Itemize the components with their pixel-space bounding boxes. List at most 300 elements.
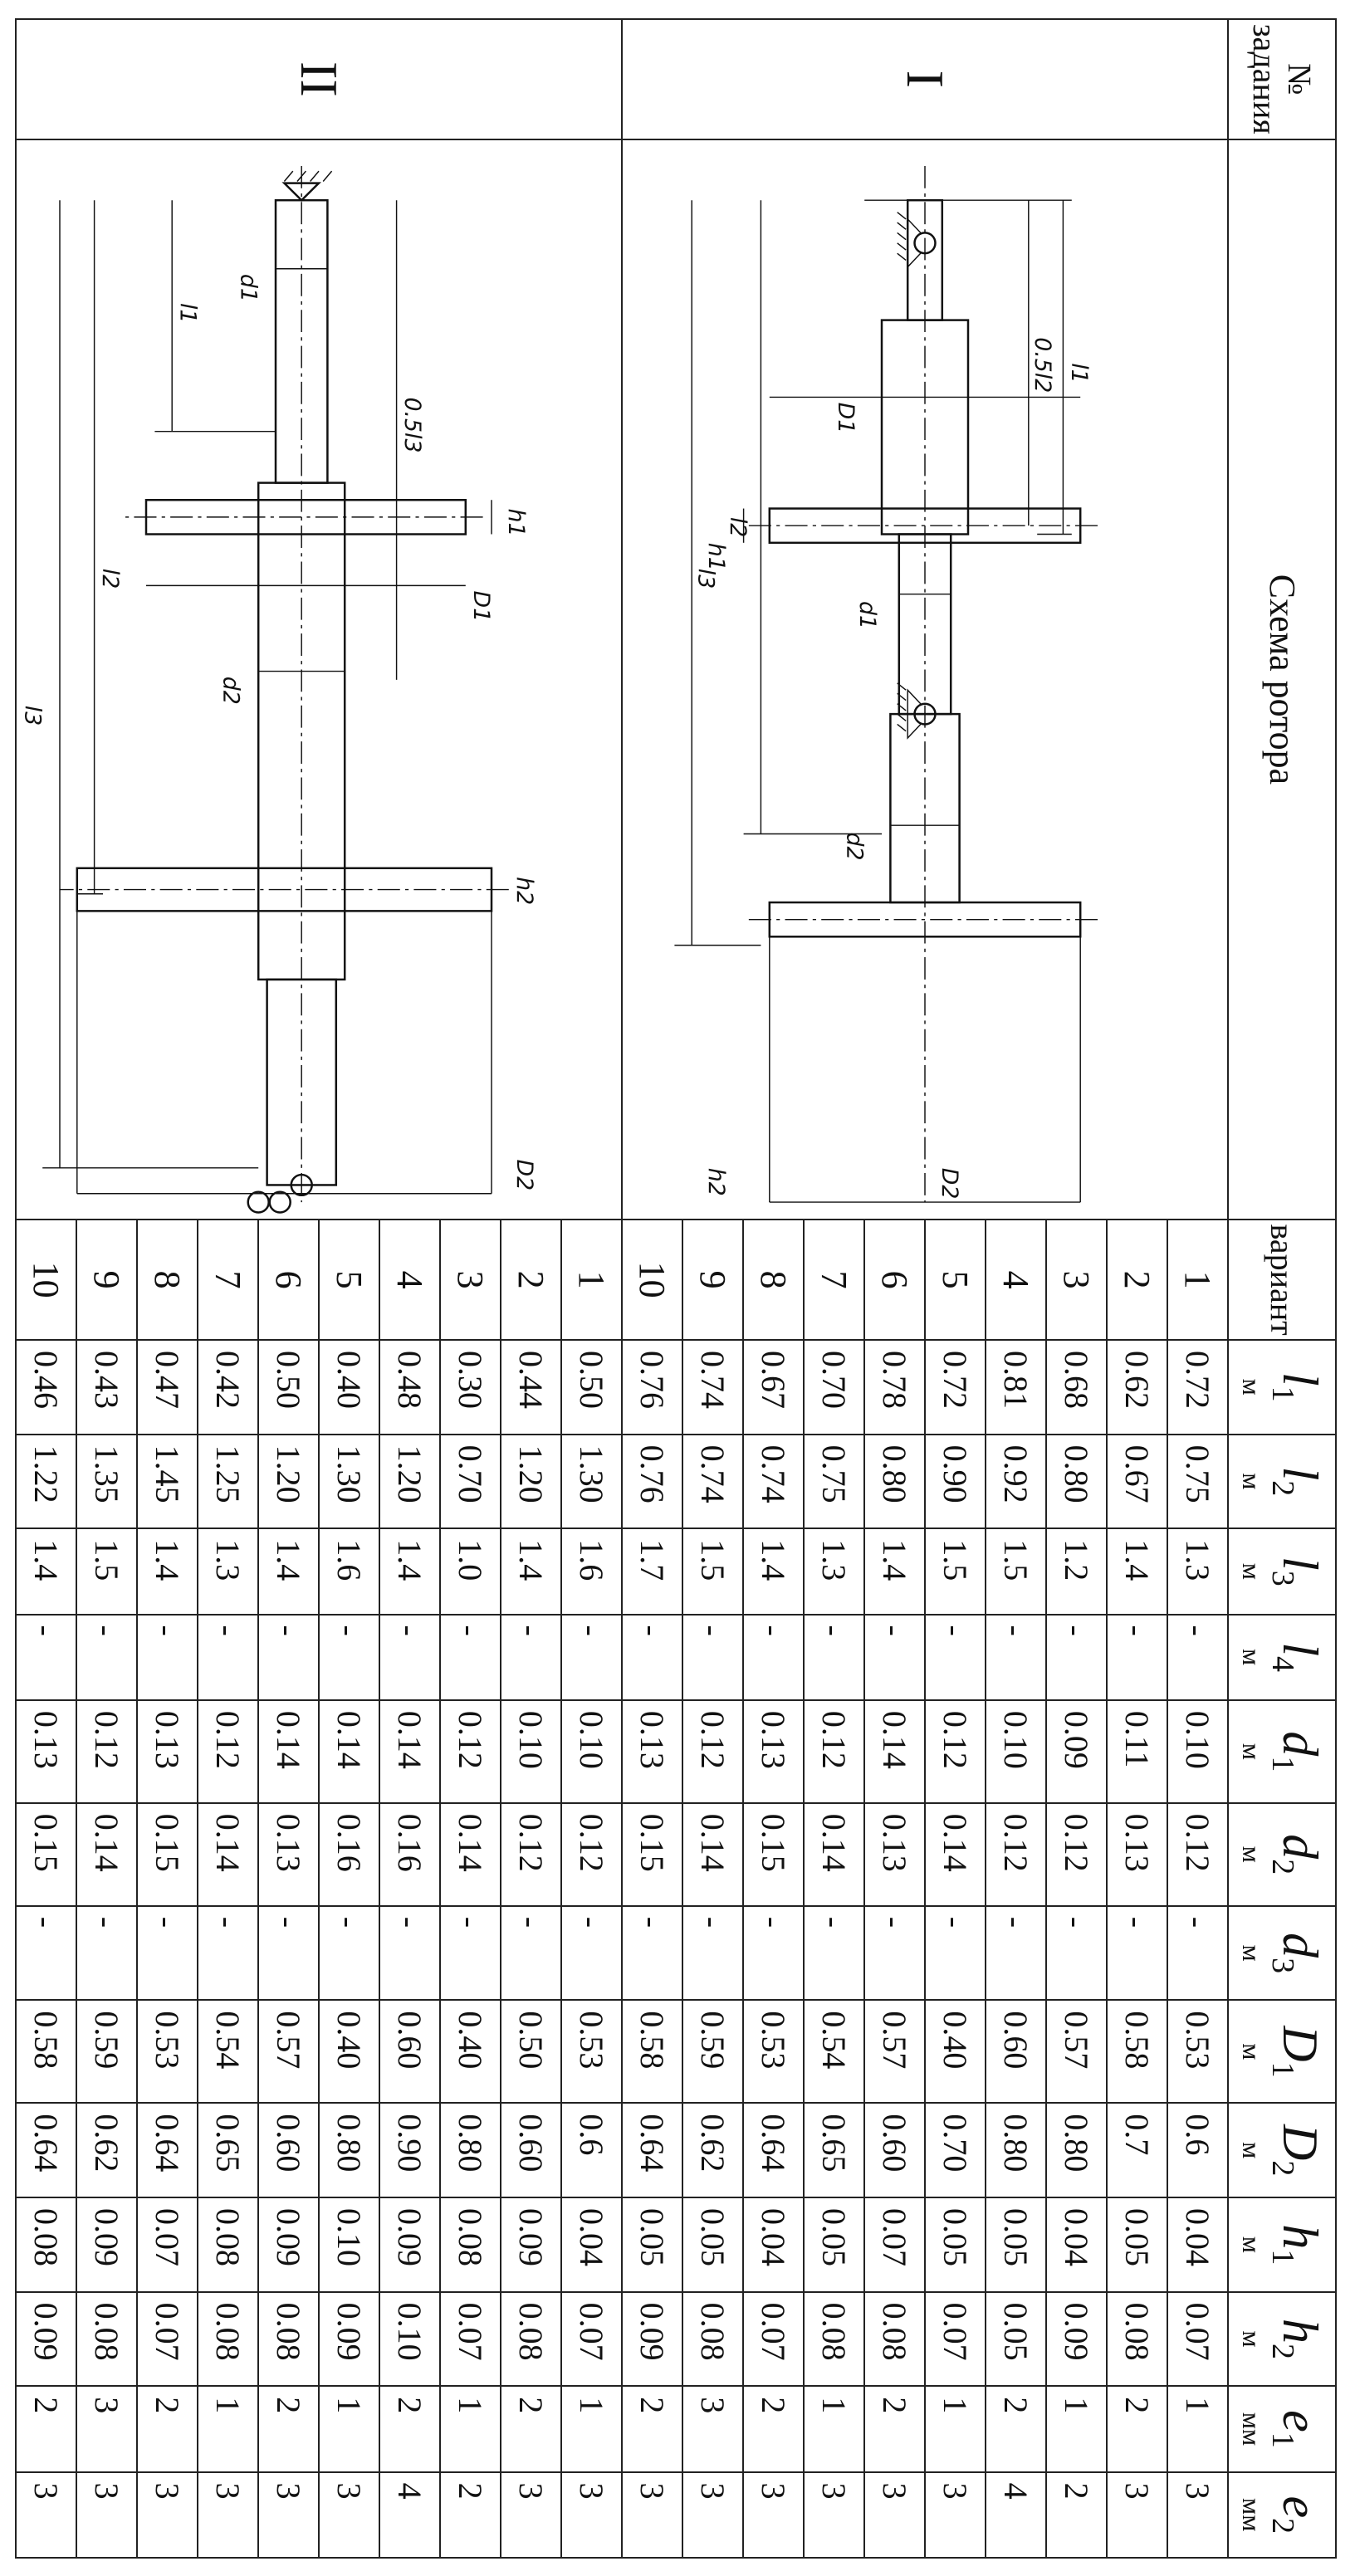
rotor-variants-table: [15, 18, 1337, 2559]
value-cell: -: [319, 1906, 379, 2001]
value-cell: 1: [198, 2386, 258, 2471]
value-cell: 1.3: [804, 1528, 864, 1614]
dim-label: d2: [841, 832, 868, 861]
value-cell: 0.50: [561, 1340, 622, 1435]
dim-label: D1: [832, 402, 859, 433]
value-cell: -: [925, 1906, 986, 2001]
value-cell: -: [925, 1615, 986, 1700]
value-cell: 1: [804, 2386, 864, 2471]
value-cell: 3: [198, 2472, 258, 2558]
value-cell: 0.13: [622, 1700, 682, 1803]
value-cell: 0.62: [1107, 1340, 1167, 1435]
value-cell: -: [1107, 1906, 1167, 2001]
value-cell: 0.60: [258, 2103, 319, 2197]
value-cell: 0.75: [1167, 1435, 1228, 1529]
value-cell: 0.80: [1046, 1435, 1107, 1529]
value-cell: -: [1046, 1615, 1107, 1700]
value-cell: 0.15: [16, 1803, 76, 1906]
value-cell: 0.09: [379, 2197, 440, 2292]
value-cell: -: [379, 1615, 440, 1700]
value-cell: -: [561, 1615, 622, 1700]
value-cell: 0.43: [76, 1340, 137, 1435]
value-cell: 0.09: [1046, 2292, 1107, 2387]
value-cell: 1.0: [440, 1528, 501, 1614]
value-cell: 0.14: [682, 1803, 743, 1906]
value-cell: 0.90: [925, 1435, 986, 1529]
value-cell: 1.6: [319, 1528, 379, 1614]
value-cell: 0.76: [622, 1435, 682, 1529]
column-header: $e_2$ мм: [1228, 2472, 1336, 2558]
value-cell: 0.62: [682, 2103, 743, 2197]
value-cell: -: [198, 1906, 258, 2001]
column-header: $h_1$ м: [1228, 2197, 1336, 2292]
value-cell: 0.10: [1167, 1700, 1228, 1803]
value-cell: -: [743, 1615, 804, 1700]
dim-label: D2: [511, 1159, 538, 1190]
variant-cell: 4: [379, 1220, 440, 1340]
value-cell: 0.72: [1167, 1340, 1228, 1435]
value-cell: -: [1107, 1615, 1167, 1700]
rotor-scheme-I: [623, 140, 1227, 1220]
value-cell: 0.58: [16, 2000, 76, 2103]
value-cell: 0.13: [864, 1803, 925, 1906]
value-cell: 0.08: [76, 2292, 137, 2387]
variant-cell: 6: [864, 1220, 925, 1340]
value-cell: -: [76, 1615, 137, 1700]
value-cell: -: [137, 1615, 198, 1700]
value-cell: 0.64: [16, 2103, 76, 2197]
rotor-scheme-II: [17, 140, 621, 1220]
value-cell: 3: [682, 2472, 743, 2558]
value-cell: -: [379, 1906, 440, 2001]
variant-cell: 10: [16, 1220, 76, 1340]
value-cell: 0.16: [319, 1803, 379, 1906]
value-cell: 0.14: [258, 1700, 319, 1803]
value-cell: 0.78: [864, 1340, 925, 1435]
value-cell: 0.09: [1046, 1700, 1107, 1803]
value-cell: 3: [1167, 2472, 1228, 2558]
value-cell: 1.6: [561, 1528, 622, 1614]
value-cell: -: [1167, 1906, 1228, 2001]
column-header: $h_2$ м: [1228, 2292, 1336, 2387]
value-cell: 0.12: [440, 1700, 501, 1803]
value-cell: 2: [16, 2386, 76, 2471]
value-cell: 0.80: [986, 2103, 1046, 2197]
dim-label: h2: [511, 876, 538, 905]
value-cell: 0.14: [804, 1803, 864, 1906]
value-cell: 3: [864, 2472, 925, 2558]
value-cell: 0.16: [379, 1803, 440, 1906]
value-cell: -: [198, 1615, 258, 1700]
value-cell: 0.76: [622, 1340, 682, 1435]
value-cell: 0.40: [319, 1340, 379, 1435]
value-cell: 0.15: [622, 1803, 682, 1906]
value-cell: 3: [16, 2472, 76, 2558]
value-cell: -: [622, 1615, 682, 1700]
dim-label: l3: [19, 705, 46, 726]
value-cell: 0.08: [804, 2292, 864, 2387]
value-cell: 0.12: [986, 1803, 1046, 1906]
value-cell: -: [258, 1906, 319, 2001]
value-cell: 3: [258, 2472, 319, 2558]
value-cell: 2: [501, 2386, 561, 2471]
value-cell: 0.14: [319, 1700, 379, 1803]
value-cell: 3: [501, 2472, 561, 2558]
variant-cell: 8: [137, 1220, 198, 1340]
value-cell: 1.4: [379, 1528, 440, 1614]
dim-label: l2: [724, 516, 751, 537]
value-cell: 0.11: [1107, 1700, 1167, 1803]
value-cell: 0.58: [622, 2000, 682, 2103]
variant-cell: 6: [258, 1220, 319, 1340]
value-cell: -: [501, 1906, 561, 2001]
value-cell: 0.09: [501, 2197, 561, 2292]
dim-label: h1: [502, 508, 529, 537]
value-cell: -: [622, 1906, 682, 2001]
value-cell: 0.80: [864, 1435, 925, 1529]
value-cell: 0.08: [16, 2197, 76, 2292]
value-cell: 0.08: [501, 2292, 561, 2387]
value-cell: 0.04: [561, 2197, 622, 2292]
value-cell: 0.40: [440, 2000, 501, 2103]
value-cell: -: [258, 1615, 319, 1700]
dim-label: 0.5l2: [1030, 336, 1056, 393]
value-cell: 0.80: [319, 2103, 379, 2197]
value-cell: 0.67: [743, 1340, 804, 1435]
value-cell: 0.05: [682, 2197, 743, 2292]
value-cell: 0.14: [864, 1700, 925, 1803]
value-cell: 0.07: [864, 2197, 925, 2292]
value-cell: 2: [1107, 2386, 1167, 2471]
value-cell: 0.60: [864, 2103, 925, 2197]
value-cell: 1.25: [198, 1435, 258, 1529]
value-cell: 0.48: [379, 1340, 440, 1435]
value-cell: 0.07: [743, 2292, 804, 2387]
value-cell: 0.75: [804, 1435, 864, 1529]
table-row: [561, 19, 622, 2558]
value-cell: -: [804, 1906, 864, 2001]
value-cell: 0.68: [1046, 1340, 1107, 1435]
value-cell: 3: [76, 2472, 137, 2558]
value-cell: 0.14: [379, 1700, 440, 1803]
value-cell: 0.53: [1167, 2000, 1228, 2103]
value-cell: 2: [986, 2386, 1046, 2471]
column-header: $d_1$ м: [1228, 1700, 1336, 1803]
value-cell: 0.12: [76, 1700, 137, 1803]
value-cell: 1: [925, 2386, 986, 2471]
value-cell: 0.12: [925, 1700, 986, 1803]
value-cell: 1.4: [258, 1528, 319, 1614]
value-cell: 0.08: [1107, 2292, 1167, 2387]
variant-cell: 3: [440, 1220, 501, 1340]
value-cell: 0.47: [137, 1340, 198, 1435]
dim-label: 0.5l3: [399, 397, 426, 453]
value-cell: 3: [561, 2472, 622, 2558]
scheme-cell: [16, 139, 622, 1220]
value-cell: 0.90: [379, 2103, 440, 2197]
value-cell: 1.45: [137, 1435, 198, 1529]
value-cell: 0.05: [1107, 2197, 1167, 2292]
value-cell: -: [76, 1906, 137, 2001]
value-cell: 0.07: [561, 2292, 622, 2387]
dim-label: l1: [1065, 362, 1092, 384]
value-cell: -: [986, 1906, 1046, 2001]
value-cell: 0.07: [925, 2292, 986, 2387]
variant-cell: 9: [76, 1220, 137, 1340]
value-cell: 0.05: [804, 2197, 864, 2292]
value-cell: 0.07: [1167, 2292, 1228, 2387]
value-cell: 0.70: [440, 1435, 501, 1529]
variant-cell: 5: [925, 1220, 986, 1340]
value-cell: 0.09: [319, 2292, 379, 2387]
value-cell: 0.10: [319, 2197, 379, 2292]
value-cell: 0.92: [986, 1435, 1046, 1529]
value-cell: 1: [1167, 2386, 1228, 2471]
value-cell: 0.64: [743, 2103, 804, 2197]
value-cell: 0.74: [682, 1435, 743, 1529]
value-cell: 1.22: [16, 1435, 76, 1529]
value-cell: -: [986, 1615, 1046, 1700]
value-cell: 1.4: [16, 1528, 76, 1614]
value-cell: 0.30: [440, 1340, 501, 1435]
value-cell: -: [743, 1906, 804, 2001]
value-cell: 1: [440, 2386, 501, 2471]
dim-label: l1: [174, 302, 201, 324]
value-cell: 0.13: [743, 1700, 804, 1803]
column-header: $e_1$ мм: [1228, 2386, 1336, 2471]
value-cell: 0.08: [198, 2197, 258, 2292]
value-cell: 0.65: [198, 2103, 258, 2197]
value-cell: 2: [1046, 2472, 1107, 2558]
value-cell: 0.57: [258, 2000, 319, 2103]
value-cell: 1.30: [561, 1435, 622, 1529]
value-cell: 0.50: [258, 1340, 319, 1435]
value-cell: 1.5: [682, 1528, 743, 1614]
value-cell: 0.15: [743, 1803, 804, 1906]
value-cell: 0.14: [198, 1803, 258, 1906]
value-cell: 3: [76, 2386, 137, 2471]
value-cell: 0.57: [1046, 2000, 1107, 2103]
value-cell: 0.53: [743, 2000, 804, 2103]
value-cell: 1.35: [76, 1435, 137, 1529]
value-cell: 1.7: [622, 1528, 682, 1614]
value-cell: 0.07: [137, 2197, 198, 2292]
value-cell: 1.30: [319, 1435, 379, 1529]
value-cell: 3: [682, 2386, 743, 2471]
value-cell: 1.5: [925, 1528, 986, 1614]
scheme-header: Схема ротора: [1228, 139, 1336, 1220]
value-cell: 1: [1046, 2386, 1107, 2471]
value-cell: 0.74: [682, 1340, 743, 1435]
value-cell: 0.08: [198, 2292, 258, 2387]
value-cell: 2: [743, 2386, 804, 2471]
value-cell: -: [1167, 1615, 1228, 1700]
value-cell: 0.74: [743, 1435, 804, 1529]
value-cell: 0.10: [986, 1700, 1046, 1803]
value-cell: -: [501, 1615, 561, 1700]
value-cell: -: [440, 1615, 501, 1700]
dim-label: l3: [692, 568, 719, 589]
variant-cell: 9: [682, 1220, 743, 1340]
task-number-header: № задания: [1228, 19, 1336, 139]
value-cell: 3: [622, 2472, 682, 2558]
column-header: $l_1$ м: [1228, 1340, 1336, 1435]
dim-label: l2: [96, 568, 124, 589]
value-cell: 0.44: [501, 1340, 561, 1435]
value-cell: 0.64: [622, 2103, 682, 2197]
column-header: $d_3$ м: [1228, 1906, 1336, 2001]
value-cell: 0.13: [16, 1700, 76, 1803]
column-header: $l_4$ м: [1228, 1615, 1336, 1700]
value-cell: 4: [379, 2472, 440, 2558]
value-cell: 3: [804, 2472, 864, 2558]
value-cell: -: [16, 1615, 76, 1700]
value-cell: 0.67: [1107, 1435, 1167, 1529]
value-cell: 0.53: [137, 2000, 198, 2103]
value-cell: 1.4: [1107, 1528, 1167, 1614]
column-header: $d_2$ м: [1228, 1803, 1336, 1906]
variant-cell: 2: [1107, 1220, 1167, 1340]
value-cell: 0.13: [1107, 1803, 1167, 1906]
value-cell: 0.60: [501, 2103, 561, 2197]
value-cell: -: [1046, 1906, 1107, 2001]
value-cell: 3: [925, 2472, 986, 2558]
value-cell: 3: [743, 2472, 804, 2558]
value-cell: 1.5: [76, 1528, 137, 1614]
dim-label: d1: [235, 273, 262, 302]
value-cell: 4: [986, 2472, 1046, 2558]
value-cell: 1.4: [137, 1528, 198, 1614]
column-header: $l_3$ м: [1228, 1528, 1336, 1614]
value-cell: 0.09: [76, 2197, 137, 2292]
dim-label: D1: [468, 590, 495, 622]
value-cell: 0.12: [1167, 1803, 1228, 1906]
value-cell: 0.6: [561, 2103, 622, 2197]
value-cell: 0.62: [76, 2103, 137, 2197]
value-cell: 0.40: [319, 2000, 379, 2103]
value-cell: 0.14: [76, 1803, 137, 1906]
value-cell: 0.04: [1046, 2197, 1107, 2292]
variant-header: вариант: [1228, 1220, 1336, 1340]
header-row: [1228, 19, 1336, 2558]
value-cell: -: [137, 1906, 198, 2001]
variant-cell: 7: [198, 1220, 258, 1340]
value-cell: 0.05: [986, 2292, 1046, 2387]
dim-label: h2: [702, 1167, 730, 1196]
variant-cell: 10: [622, 1220, 682, 1340]
value-cell: 0.60: [379, 2000, 440, 2103]
variant-cell: 5: [319, 1220, 379, 1340]
column-header: $D_2$ м: [1228, 2103, 1336, 2197]
value-cell: 0.13: [258, 1803, 319, 1906]
value-cell: 0.08: [864, 2292, 925, 2387]
value-cell: 2: [622, 2386, 682, 2471]
variant-cell: 4: [986, 1220, 1046, 1340]
value-cell: -: [682, 1615, 743, 1700]
value-cell: 3: [1107, 2472, 1167, 2558]
value-cell: 0.08: [440, 2197, 501, 2292]
value-cell: 3: [319, 2472, 379, 2558]
value-cell: 2: [864, 2386, 925, 2471]
value-cell: 0.6: [1167, 2103, 1228, 2197]
value-cell: 0.7: [1107, 2103, 1167, 2197]
column-header: $l_2$ м: [1228, 1435, 1336, 1529]
value-cell: 1: [319, 2386, 379, 2471]
value-cell: 0.64: [137, 2103, 198, 2197]
dim-label: d1: [854, 600, 881, 629]
value-cell: -: [804, 1615, 864, 1700]
variant-cell: 7: [804, 1220, 864, 1340]
value-cell: 2: [440, 2472, 501, 2558]
value-cell: 0.08: [258, 2292, 319, 2387]
value-cell: 0.12: [501, 1803, 561, 1906]
value-cell: 0.05: [622, 2197, 682, 2292]
value-cell: 1: [561, 2386, 622, 2471]
value-cell: 0.10: [379, 2292, 440, 2387]
value-cell: 2: [379, 2386, 440, 2471]
value-cell: 0.54: [804, 2000, 864, 2103]
value-cell: 1.2: [1046, 1528, 1107, 1614]
value-cell: -: [561, 1906, 622, 2001]
value-cell: 1.20: [379, 1435, 440, 1529]
value-cell: 0.13: [137, 1700, 198, 1803]
value-cell: 0.46: [16, 1340, 76, 1435]
variant-cell: 1: [1167, 1220, 1228, 1340]
value-cell: 0.72: [925, 1340, 986, 1435]
value-cell: -: [319, 1615, 379, 1700]
value-cell: 0.58: [1107, 2000, 1167, 2103]
value-cell: 0.59: [76, 2000, 137, 2103]
value-cell: 1.3: [1167, 1528, 1228, 1614]
value-cell: 0.70: [925, 2103, 986, 2197]
value-cell: 0.53: [561, 2000, 622, 2103]
scheme-cell: [622, 139, 1228, 1220]
value-cell: 0.50: [501, 2000, 561, 2103]
value-cell: 0.10: [501, 1700, 561, 1803]
task-number-cell: II: [16, 19, 622, 139]
value-cell: 0.15: [137, 1803, 198, 1906]
value-cell: 0.14: [440, 1803, 501, 1906]
value-cell: 3: [137, 2472, 198, 2558]
dim-label: D2: [936, 1167, 962, 1200]
value-cell: 0.12: [561, 1803, 622, 1906]
value-cell: 0.81: [986, 1340, 1046, 1435]
variant-cell: 8: [743, 1220, 804, 1340]
value-cell: 0.70: [804, 1340, 864, 1435]
value-cell: 0.40: [925, 2000, 986, 2103]
value-cell: 0.12: [198, 1700, 258, 1803]
value-cell: 1.3: [198, 1528, 258, 1614]
value-cell: 0.08: [682, 2292, 743, 2387]
value-cell: 0.10: [561, 1700, 622, 1803]
value-cell: 0.07: [137, 2292, 198, 2387]
value-cell: 0.42: [198, 1340, 258, 1435]
value-cell: 0.12: [804, 1700, 864, 1803]
task-number-cell: I: [622, 19, 1228, 139]
value-cell: 0.60: [986, 2000, 1046, 2103]
value-cell: 2: [137, 2386, 198, 2471]
value-cell: 0.12: [682, 1700, 743, 1803]
value-cell: -: [864, 1906, 925, 2001]
value-cell: 0.04: [1167, 2197, 1228, 2292]
value-cell: 1.4: [501, 1528, 561, 1614]
value-cell: 1.4: [864, 1528, 925, 1614]
table-row: [1167, 19, 1228, 2558]
value-cell: 0.57: [864, 2000, 925, 2103]
variant-cell: 2: [501, 1220, 561, 1340]
column-header: $D_1$ м: [1228, 2000, 1336, 2103]
value-cell: 0.09: [258, 2197, 319, 2292]
